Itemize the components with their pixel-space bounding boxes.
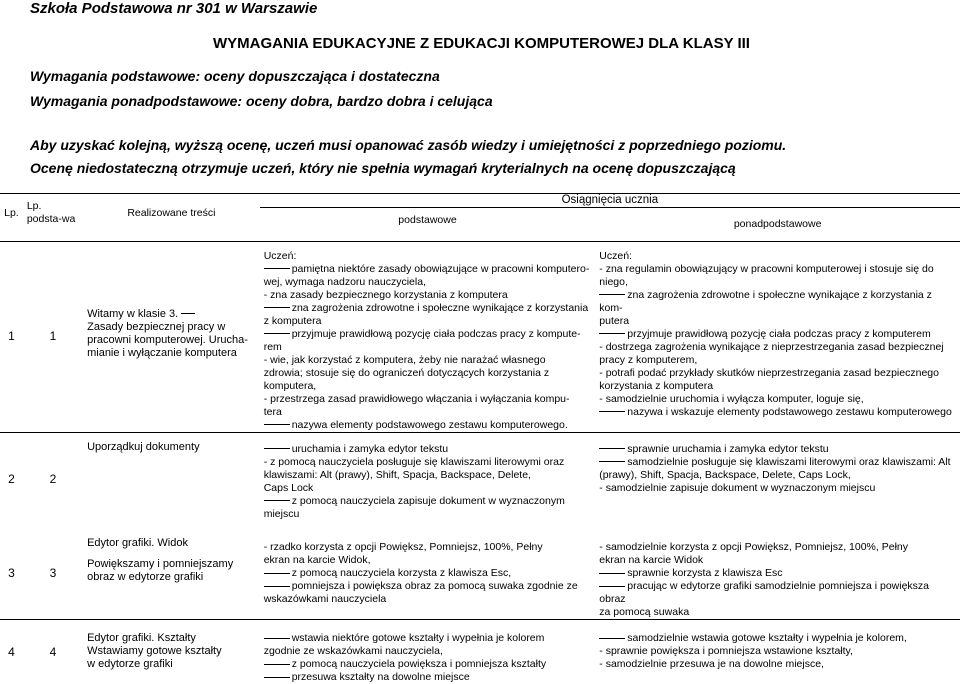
text-line: obraz w edytorze grafiki bbox=[87, 571, 256, 584]
text-line: sprawnie uruchamia i zamyka edytor tekstu bbox=[599, 443, 956, 456]
header-basic: podstawowe bbox=[260, 208, 596, 233]
text-line: Caps Lock bbox=[264, 482, 592, 495]
text-line: - samodzielnie uruchomia i wyłącza komputer, loguje się, bbox=[599, 393, 956, 406]
table-row bbox=[0, 527, 960, 620]
text-line: Edytor grafiki. Widok bbox=[87, 537, 256, 550]
text-line: przyjmuje prawidłową pozycję ciała podczas pracy z komputerem bbox=[599, 328, 956, 341]
text-line: sprawnie korzysta z klawisza Esc bbox=[599, 567, 956, 580]
advanced-requirements-line: Wymagania ponadpodstawowe: oceny dobra, bardzo dobra i celująca bbox=[30, 93, 493, 109]
text-line: - wie, jak korzystać z komputera, żeby nie narażać własnego bbox=[264, 354, 592, 367]
header-lp-basis: Lp. podsta-wa bbox=[23, 194, 83, 233]
row-lp: 4 bbox=[0, 620, 23, 684]
text-line: Uczeń: bbox=[599, 250, 956, 263]
row-advanced-achievements bbox=[595, 241, 960, 432]
text-line: zgodnie ze wskazówkami nauczyciela, bbox=[264, 645, 592, 658]
text-line: - samodzielnie zapisuje dokument w wyznaczonym miejscu bbox=[599, 482, 956, 495]
text-line: pomniejsza i powiększa obraz za pomocą suwaka zgodnie ze bbox=[264, 580, 592, 593]
text-line: (prawy), Shift, Spacja, Backspace, Delete, Caps Lock, bbox=[599, 469, 956, 482]
text-line: ekran na karcie Widok bbox=[599, 554, 956, 567]
text-line: putera bbox=[599, 315, 956, 328]
row-lp: 1 bbox=[0, 241, 23, 432]
row-lp-basis: 3 bbox=[23, 527, 83, 620]
text-line: - samodzielnie przesuwa je na dowolne miejsce, bbox=[599, 658, 956, 671]
text-line: - sprawnie powiększa i pomniejsza wstawione kształty, bbox=[599, 645, 956, 658]
row-content bbox=[83, 241, 260, 432]
requirements-table bbox=[0, 193, 960, 684]
grading-rule-2: Ocenę niedostateczną otrzymuje uczeń, który nie spełnia wymagań kryterialnych na ocenę dopuszczającą bbox=[30, 160, 736, 176]
text-line: wskazówkami nauczyciela bbox=[264, 593, 592, 606]
table-row bbox=[0, 241, 960, 432]
text-line: wej, wymaga nadzoru nauczyciela, bbox=[264, 276, 592, 289]
text-line: wstawia niektóre gotowe kształty i wypełnia je kolorem bbox=[264, 632, 592, 645]
text-line: pracując w edytorze grafiki samodzielnie pomniejsza i powiększa obraz bbox=[599, 580, 956, 606]
text-line: - z pomocą nauczyciela posługuje się klawiszami literowymi oraz bbox=[264, 456, 592, 469]
table-row bbox=[0, 432, 960, 527]
text-line: Witamy w klasie 3. bbox=[87, 308, 256, 321]
row-advanced-achievements bbox=[595, 432, 960, 527]
text-line: nazywa elementy podstawowego zestawu komputerowego. bbox=[264, 419, 592, 432]
text-line: - zna regulamin obowiązujący w pracowni komputerowej i stosuje się do bbox=[599, 263, 956, 276]
text-line: zna zagrożenia zdrowotne i społeczne wynikające z korzystania z kom- bbox=[599, 289, 956, 315]
text-line: przyjmuje prawidłową pozycję ciała podczas pracy z kompute- bbox=[264, 328, 592, 341]
text-line: Uczeń: bbox=[264, 250, 592, 263]
table-row bbox=[0, 620, 960, 684]
school-name: Szkoła Podstawowa nr 301 w Warszawie bbox=[30, 0, 317, 17]
text-line: - zna zasady bezpiecznego korzystania z komputera bbox=[264, 289, 592, 302]
basic-requirements-line: Wymagania podstawowe: oceny dopuszczająca i dostateczna bbox=[30, 68, 440, 84]
row-basic-achievements bbox=[260, 620, 596, 684]
row-content bbox=[83, 620, 260, 684]
row-basic-achievements bbox=[260, 432, 596, 527]
text-line: - przestrzega zasad prawidłowego włączania i wyłączania kompu- bbox=[264, 393, 592, 406]
text-line: Zasady bezpiecznej pracy w bbox=[87, 321, 256, 334]
document-title: WYMAGANIA EDUKACYJNE Z EDUKACJI KOMPUTEROWEJ DLA KLASY III bbox=[213, 35, 750, 52]
text-line: z pomocą nauczyciela korzysta z klawisza Esc, bbox=[264, 567, 592, 580]
row-lp: 2 bbox=[0, 432, 23, 527]
text-line: mianie i wyłączanie komputera bbox=[87, 347, 256, 360]
text-line: zdrowia; stosuje się do ograniczeń dotyczących korzystania z bbox=[264, 367, 592, 380]
text-line: - dostrzega zagrożenia wynikające z nieprzestrzegania zasad bezpiecznej bbox=[599, 341, 956, 354]
header-content: Realizowane treści bbox=[83, 194, 260, 233]
row-basic-achievements bbox=[260, 527, 596, 620]
row-content bbox=[83, 432, 260, 527]
text-line: pracy z komputerem, bbox=[599, 354, 956, 367]
text-line: Powiększamy i pomniejszamy bbox=[87, 558, 256, 571]
text-line: klawiszami: Alt (prawy), Shift, Spacja, Backspace, Delete, bbox=[264, 469, 592, 482]
text-line: zna zagrożenia zdrowotne i społeczne wynikające z korzystania bbox=[264, 302, 592, 315]
text-line: - potrafi podać przykłady skutków nieprzestrzegania zasad bezpiecznego bbox=[599, 367, 956, 380]
text-line: miejscu bbox=[264, 508, 592, 521]
header-lp: Lp. bbox=[0, 194, 23, 233]
text-line: Uporządkuj dokumenty bbox=[87, 441, 256, 454]
row-lp-basis: 4 bbox=[23, 620, 83, 684]
text-line: Wstawiamy gotowe kształty bbox=[87, 645, 256, 658]
text-line: korzystania z komputera bbox=[599, 380, 956, 393]
text-line: z pomocą nauczyciela zapisuje dokument w wyznaczonym bbox=[264, 495, 592, 508]
text-line: Edytor grafiki. Kształty bbox=[87, 632, 256, 645]
row-lp-basis: 2 bbox=[23, 432, 83, 527]
text-line: rem bbox=[264, 341, 592, 354]
table-header-row bbox=[0, 194, 960, 208]
text-line: ekran na karcie Widok, bbox=[264, 554, 592, 567]
text-line: - rzadko korzysta z opcji Powiększ, Pomniejsz, 100%, Pełny bbox=[264, 541, 592, 554]
text-line: przesuwa kształty na dowolne miejsce bbox=[264, 671, 592, 684]
row-advanced-achievements bbox=[595, 527, 960, 620]
row-content bbox=[83, 527, 260, 620]
text-line: - samodzielnie korzysta z opcji Powiększ, Pomniejsz, 100%, Pełny bbox=[599, 541, 956, 554]
text-line: za pomocą suwaka bbox=[599, 606, 956, 619]
header-achievements: Osiągnięcia ucznia bbox=[260, 194, 960, 208]
grading-rule-1: Aby uzyskać kolejną, wyższą ocenę, uczeń musi opanować zasób wiedzy i umiejętności z poprzedniego poziomu. bbox=[30, 137, 786, 153]
text-line: samodzielnie posługuje się klawiszami literowymi oraz klawiszami: Alt bbox=[599, 456, 956, 469]
text-line: z komputera bbox=[264, 315, 592, 328]
text-line: w edytorze grafiki bbox=[87, 658, 256, 671]
text-line: komputera, bbox=[264, 380, 592, 393]
text-line: pracowni komputerowej. Urucha- bbox=[87, 334, 256, 347]
text-line: uruchamia i zamyka edytor tekstu bbox=[264, 443, 592, 456]
text-line: tera bbox=[264, 406, 592, 419]
row-lp: 3 bbox=[0, 527, 23, 620]
text-line: pamiętna niektóre zasady obowiązujące w pracowni komputero- bbox=[264, 263, 592, 276]
text-line: nazywa i wskazuje elementy podstawowego zestawu komputerowego bbox=[599, 406, 956, 419]
row-lp-basis: 1 bbox=[23, 241, 83, 432]
text-line: z pomocą nauczyciela powiększa i pomniejsza kształty bbox=[264, 658, 592, 671]
text-line: samodzielnie wstawia gotowe kształty i wypełnia je kolorem, bbox=[599, 632, 956, 645]
row-basic-achievements bbox=[260, 241, 596, 432]
row-advanced-achievements bbox=[595, 620, 960, 684]
text-line: niego, bbox=[599, 276, 956, 289]
header-advanced: ponadpodstawowe bbox=[595, 208, 960, 233]
